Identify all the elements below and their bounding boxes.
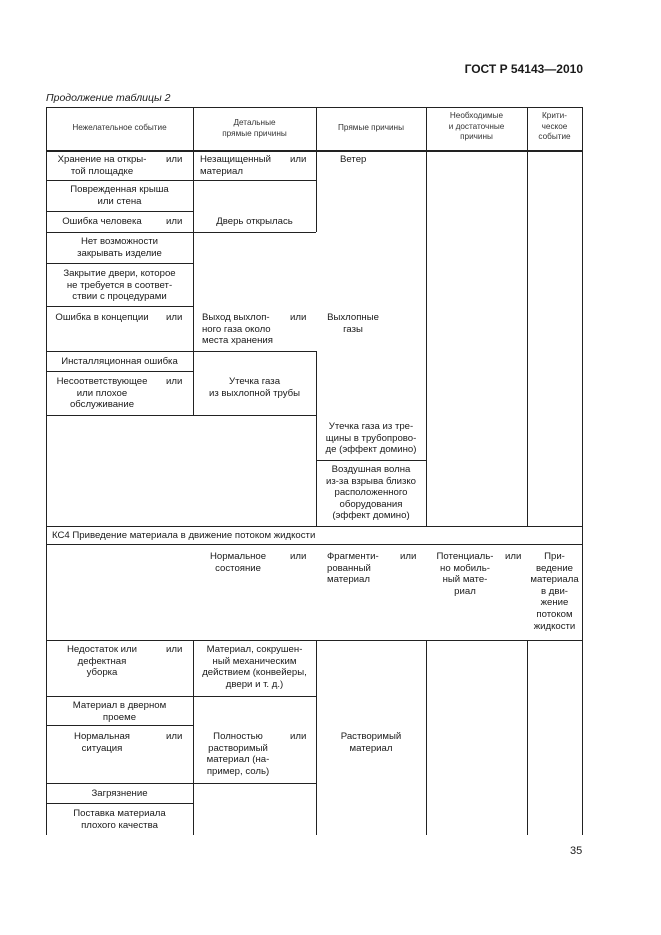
event-cell: [46, 236, 193, 259]
cell-line: щины в трубопрово-: [325, 432, 417, 444]
cell-line: состояние: [215, 562, 261, 574]
cell-line: Инсталляционная ошибка: [61, 356, 178, 367]
cell-line: плохого качества: [81, 819, 158, 831]
grid-line: [193, 351, 316, 352]
cell-line: Недостаток или: [67, 644, 137, 655]
cell-line: пример, соль): [206, 765, 270, 777]
or-label: или: [290, 154, 307, 165]
col-header-line: Детальные: [233, 118, 276, 127]
cell-line: Закрытие двери, которое: [63, 268, 176, 279]
or-label: или: [400, 551, 417, 562]
or-label: или: [166, 731, 183, 742]
cell-line: действием (конвейеры,: [202, 667, 307, 679]
cell-line: материал: [349, 742, 393, 754]
event-cell: [46, 808, 193, 831]
event-cell: [46, 184, 193, 207]
cell-line: газы: [343, 323, 363, 335]
cell-line: закрывать изделие: [77, 247, 162, 259]
cell-line: двери и т. д.): [225, 678, 284, 690]
cell-line: ный механическим: [212, 655, 297, 667]
or-label: или: [166, 216, 183, 227]
cell-line: Выхлопные: [327, 312, 379, 323]
cell-line: рованный: [327, 562, 371, 574]
direct-cause-cell: [327, 551, 379, 586]
direct-cause-cell: [316, 421, 426, 456]
cell-line: Загрязнение: [91, 788, 148, 799]
cell-line: материал: [327, 574, 370, 586]
cell-line: не требуется в соответ-: [66, 279, 173, 291]
grid-line: [46, 725, 193, 726]
direct-cause-cell: [316, 464, 426, 522]
grid-line: [46, 232, 316, 233]
grid-line: [46, 783, 316, 784]
event-cell: [50, 376, 154, 411]
event-cell: [54, 731, 150, 754]
col-header-detailed: [193, 118, 316, 139]
grid-line: [46, 371, 193, 372]
col-header-line: ческое: [541, 121, 568, 131]
detailed-cause-cell: [193, 731, 283, 777]
event-cell: [46, 700, 193, 723]
grid-line: [46, 107, 47, 835]
cell-line: ный мате-: [442, 574, 488, 586]
cell-line: Несоответствующее: [56, 376, 148, 387]
cell-line: Хранение на откры-: [57, 154, 147, 165]
section-title: КС4 Приведение материала в движение потоком жидкости: [52, 530, 316, 541]
col-header-direct: Прямые причины: [338, 123, 404, 132]
cell-line: Поврежденная крыша: [70, 184, 169, 195]
cell-line: Ошибка человека: [62, 216, 142, 227]
col-header-event: Нежелательное событие: [72, 123, 167, 132]
cell-line: де (эффект домино): [325, 444, 417, 456]
detailed-cause-cell: [193, 644, 316, 690]
grid-line: [46, 696, 316, 697]
cell-line: оборудования: [339, 498, 403, 510]
event-cell: [50, 312, 154, 324]
col-header-critical: [527, 111, 582, 143]
grid-line: [527, 640, 528, 835]
grid-line: [46, 107, 583, 108]
or-label: или: [166, 312, 183, 323]
cell-line: Фрагменти-: [327, 551, 379, 562]
or-label: или: [290, 731, 307, 742]
grid-line: [46, 151, 583, 152]
cell-line: Материал, сокрушен-: [206, 644, 303, 655]
cell-line: Потенциаль-: [436, 551, 494, 562]
cell-line: ного газа около: [202, 323, 271, 335]
grid-line: [46, 263, 193, 264]
grid-line: [426, 640, 427, 835]
cell-line: Поставка материала: [73, 808, 166, 819]
col-header-line: событие: [538, 132, 571, 141]
cell-line: ведение: [535, 562, 574, 574]
grid-line: [46, 803, 193, 804]
detailed-cause-cell: [202, 312, 273, 347]
grid-line: [46, 211, 193, 212]
col-header-line: прямые причины: [222, 128, 287, 138]
grid-line: [193, 180, 316, 181]
direct-cause-cell: [340, 154, 366, 166]
cell-line: материал: [200, 165, 243, 177]
cell-line: жидкости: [533, 620, 576, 632]
cell-line: в дви-: [540, 585, 568, 597]
event-cell: [54, 644, 150, 679]
cell-line: или стена: [97, 195, 142, 207]
or-label: или: [166, 644, 183, 655]
direct-cause-cell: [316, 312, 390, 335]
cell-line: Материал в дверном: [72, 700, 167, 711]
cell-line: (эффект домино): [332, 510, 410, 522]
necessary-cause-cell: [430, 551, 500, 597]
detailed-cause-cell: [210, 551, 266, 574]
cell-line: проеме: [102, 711, 137, 723]
cell-line: растворимый: [208, 742, 268, 754]
cell-line: ствии с процедурами: [72, 291, 167, 303]
grid-line: [582, 107, 583, 835]
cell-line: уборка: [86, 667, 118, 679]
cell-line: Нормальная: [74, 731, 130, 742]
direct-cause-cell: [316, 731, 426, 754]
or-label: или: [166, 154, 183, 165]
cell-line: Утечка газа из тре-: [328, 421, 414, 432]
detailed-cause-cell: [193, 216, 316, 228]
event-cell: [50, 216, 154, 228]
cell-line: жение: [540, 597, 569, 609]
grid-line: [46, 526, 583, 527]
col-header-line: причины: [460, 132, 493, 141]
cell-line: расположенного: [334, 487, 408, 499]
grid-line: [426, 107, 427, 526]
grid-line: [46, 544, 583, 545]
cell-line: Растворимый: [340, 731, 402, 742]
col-header-line: и достаточные: [448, 121, 505, 131]
cell-line: Нормальное: [210, 551, 267, 562]
or-label: или: [166, 376, 183, 387]
page-number: 35: [570, 845, 583, 857]
cell-line: из-за взрыва близко: [325, 475, 417, 487]
cell-line: материал (на-: [206, 754, 270, 766]
grid-line: [46, 180, 193, 181]
grid-line: [46, 306, 193, 307]
cell-line: Незащищенный: [200, 154, 272, 165]
cell-line: ситуация: [81, 742, 123, 754]
col-header-line: Крити-: [542, 111, 567, 120]
cell-line: материала: [530, 574, 579, 586]
cell-line: Выход выхлоп-: [202, 312, 270, 323]
grid-line: [316, 460, 426, 461]
col-header-necessary: [426, 111, 527, 143]
cell-line: Ветер: [340, 154, 367, 165]
event-cell: [46, 788, 193, 800]
col-header-line: Необходимые: [449, 111, 504, 120]
cell-line: потоком: [536, 608, 573, 620]
standard-number: ГОСТ Р 54143—2010: [464, 62, 583, 76]
cell-line: Полностью: [213, 731, 263, 742]
cell-line: обслуживание: [69, 399, 135, 411]
event-cell: [50, 154, 154, 177]
cell-line: Дверь открылась: [216, 216, 293, 227]
cell-line: той площадке: [70, 165, 134, 177]
or-label: или: [290, 551, 307, 562]
or-label: или: [505, 551, 522, 562]
cell-line: риал: [454, 585, 476, 597]
grid-line: [46, 415, 316, 416]
grid-line: [527, 107, 528, 526]
cell-line: но мобиль-: [440, 562, 490, 574]
cell-line: или плохое: [76, 387, 128, 399]
cell-line: из выхлопной трубы: [208, 387, 301, 399]
or-label: или: [290, 312, 307, 323]
event-cell: [46, 268, 193, 303]
cell-line: дефектная: [77, 655, 127, 667]
event-cell: [46, 356, 193, 368]
grid-line: [193, 107, 194, 415]
cell-line: Утечка газа: [228, 376, 281, 387]
table-caption: Продолжение таблицы 2: [46, 92, 171, 104]
cell-line: Воздушная волна: [331, 464, 411, 475]
cell-line: При-: [544, 551, 565, 562]
cell-line: места хранения: [202, 335, 273, 347]
detailed-cause-cell: [193, 376, 316, 399]
grid-line: [46, 351, 193, 352]
grid-line: [46, 640, 583, 641]
cell-line: Ошибка в концепции: [55, 312, 149, 323]
cell-line: Нет возможности: [80, 236, 159, 247]
critical-event-cell: [527, 551, 582, 632]
detailed-cause-cell: [200, 154, 271, 177]
